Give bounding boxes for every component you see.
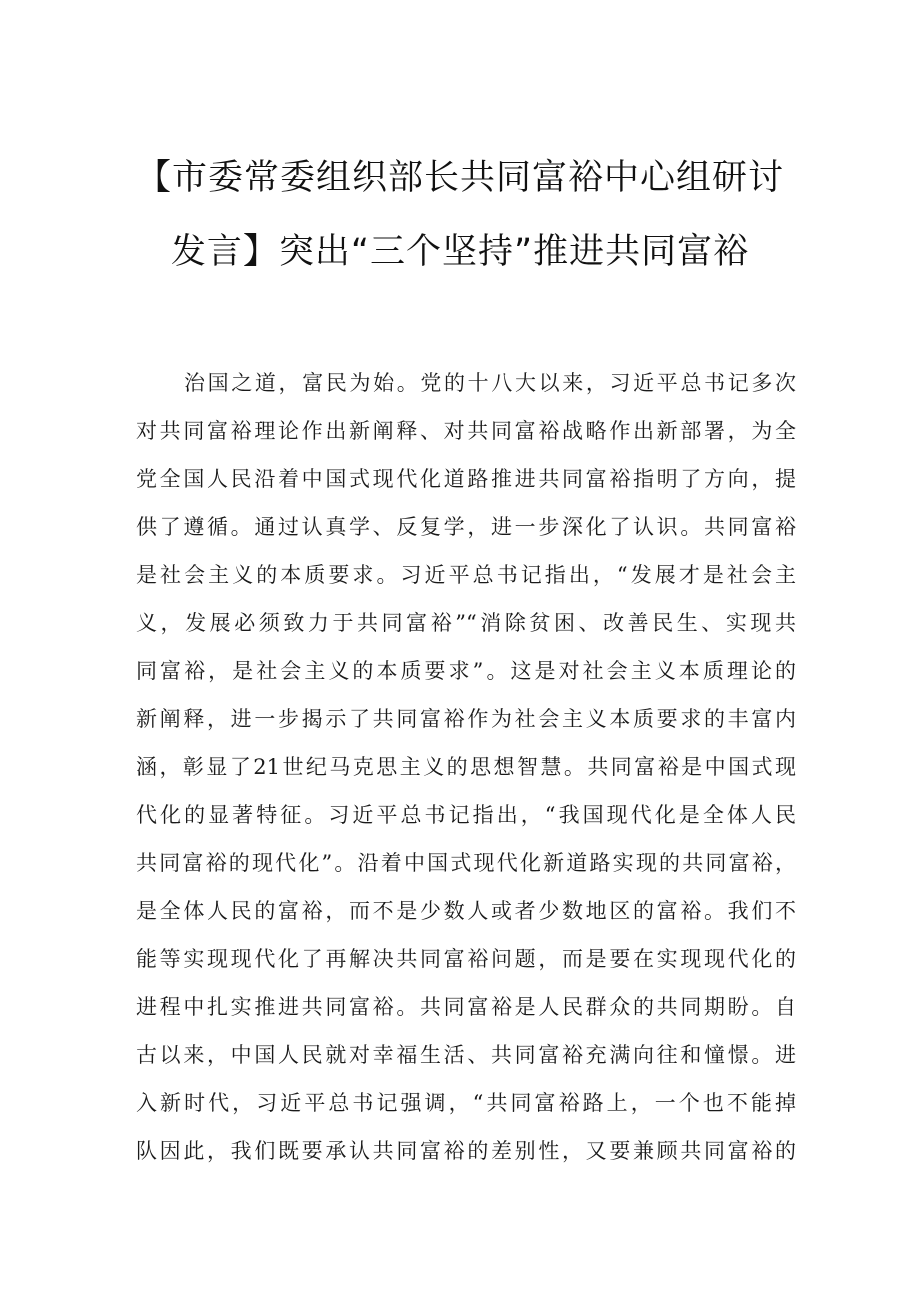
paragraph-line: 治国之道，富民为始。党的十八大以来，习近平总书记多次	[184, 371, 796, 395]
paragraph-line: 义，发展必须致力于共同富裕”“消除贫困、改善民生、实现共	[136, 611, 796, 635]
document-title-line-1: 【市委常委组织部长共同富裕中心组研讨	[135, 158, 784, 198]
paragraph-line: 对共同富裕理论作出新阐释、对共同富裕战略作出新部署，为全	[136, 419, 796, 443]
paragraph-line: 是社会主义的本质要求。习近平总书记指出，“发展才是社会主	[136, 563, 796, 587]
document-title-line-2: 发言】突出“三个坚持”推进共同富裕	[170, 232, 750, 272]
paragraph-line: 涵，彰显了21世纪马克思主义的思想智慧。共同富裕是中国式现	[136, 755, 796, 779]
paragraph-line: 新阐释，进一步揭示了共同富裕作为社会主义本质要求的丰富内	[136, 707, 796, 731]
paragraph-line: 党全国人民沿着中国式现代化道路推进共同富裕指明了方向，提	[136, 467, 796, 491]
paragraph-line: 进程中扎实推进共同富裕。共同富裕是人民群众的共同期盼。自	[136, 995, 796, 1019]
paragraph-line: 代化的显著特征。习近平总书记指出，“我国现代化是全体人民	[136, 803, 796, 827]
paragraph-line: 能等实现现代化了再解决共同富裕问题，而是要在实现现代化的	[136, 947, 796, 971]
paragraph-line: 是全体人民的富裕，而不是少数人或者少数地区的富裕。我们不	[136, 899, 796, 923]
paragraph-line: 供了遵循。通过认真学、反复学，进一步深化了认识。共同富裕	[136, 515, 796, 539]
paragraph-line: 古以来，中国人民就对幸福生活、共同富裕充满向往和憧憬。进	[136, 1043, 796, 1067]
paragraph-line: 共同富裕的现代化”。沿着中国式现代化新道路实现的共同富裕，	[136, 851, 796, 875]
paragraph-line: 入新时代，习近平总书记强调，“共同富裕路上，一个也不能掉	[136, 1091, 796, 1115]
paragraph-line: 队因此，我们既要承认共同富裕的差别性，又要兼顾共同富裕的	[136, 1139, 796, 1163]
paragraph-line: 同富裕，是社会主义的本质要求”。这是对社会主义本质理论的	[136, 659, 796, 683]
